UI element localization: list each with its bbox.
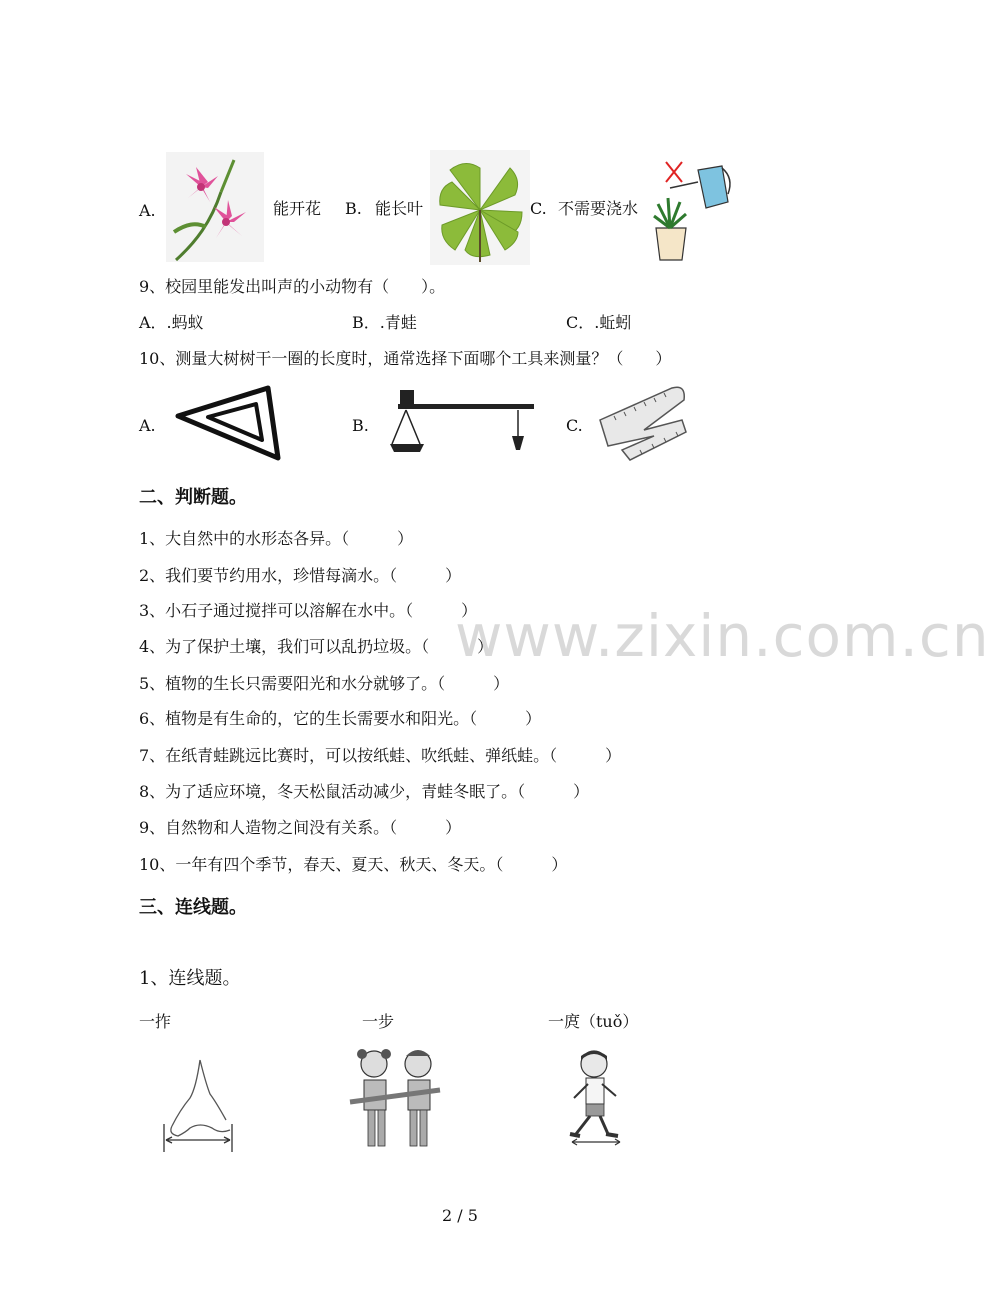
q8-option-c-text: 不需要浇水 bbox=[558, 199, 639, 218]
q10-option-a-label: A. bbox=[139, 416, 156, 435]
section3-title: 三、连线题。 bbox=[139, 897, 247, 918]
page-number: 2 / 5 bbox=[442, 1206, 478, 1225]
judgement-item-7: 7、在纸青蛙跳远比赛时，可以按纸蛙、吹纸蛙、弹纸蛙。（ ） bbox=[139, 746, 622, 765]
two-children-arm-span-image bbox=[348, 1046, 444, 1152]
q8-option-a-label: A. bbox=[139, 201, 156, 220]
balance-scale-icon bbox=[386, 384, 538, 458]
lily-flower-image bbox=[166, 152, 264, 262]
watering-can-plant-image bbox=[648, 158, 732, 262]
section2-title: 二、判断题。 bbox=[139, 487, 247, 508]
q10-option-c-label: C. bbox=[566, 416, 583, 435]
q9-question: 9、校园里能发出叫声的小动物有（ ）。 bbox=[139, 277, 446, 296]
ginkgo-leaf-image bbox=[430, 150, 530, 265]
q10-question: 10、测量大树树干一圈的长度时，通常选择下面哪个工具来测量？（ ） bbox=[139, 349, 672, 368]
q9-option-b: B．.青蛙 bbox=[352, 313, 417, 332]
watermark: www.zixin.com.cn bbox=[455, 602, 990, 670]
judgement-item-3: 3、小石子通过搅拌可以溶解在水中。（ ） bbox=[139, 601, 478, 620]
match-label-zha: 一拃 bbox=[139, 1012, 172, 1031]
judgement-item-4: 4、为了保护土壤，我们可以乱扔垃圾。（ ） bbox=[139, 637, 494, 656]
judgement-item-5: 5、植物的生长只需要阳光和水分就够了。（ ） bbox=[139, 674, 510, 693]
q9-option-c: C．.蚯蚓 bbox=[566, 313, 632, 332]
match-label-bu: 一步 bbox=[362, 1012, 395, 1031]
judgement-item-1: 1、大自然中的水形态各异。（ ） bbox=[139, 529, 414, 548]
hand-span-image bbox=[160, 1058, 238, 1154]
match-label-tuo: 一庹（tuǒ） bbox=[548, 1012, 639, 1031]
q8-option-b-label: B. bbox=[345, 199, 362, 218]
boy-stepping-image bbox=[562, 1048, 628, 1152]
q8-option-a-text: 能开花 bbox=[273, 199, 322, 218]
q10-option-b-label: B. bbox=[352, 416, 369, 435]
q9-option-a: A．.蚂蚁 bbox=[139, 313, 204, 332]
judgement-item-2: 2、我们要节约用水，珍惜每滴水。（ ） bbox=[139, 566, 462, 585]
q8-option-b-text: 能长叶 bbox=[375, 199, 424, 218]
triangle-ruler-icon bbox=[172, 384, 282, 462]
judgement-item-9: 9、自然物和人造物之间没有关系。（ ） bbox=[139, 818, 462, 837]
tape-measure-icon bbox=[594, 380, 690, 468]
judgement-item-8: 8、为了适应环境，冬天松鼠活动减少，青蛙冬眠了。（ ） bbox=[139, 782, 590, 801]
section3-subtitle: 1、连线题。 bbox=[139, 968, 241, 989]
q8-option-c-label: C. bbox=[530, 199, 547, 218]
judgement-item-10: 10、一年有四个季节，春天、夏天、秋天、冬天。（ ） bbox=[139, 855, 568, 874]
judgement-item-6: 6、植物是有生命的，它的生长需要水和阳光。（ ） bbox=[139, 709, 542, 728]
